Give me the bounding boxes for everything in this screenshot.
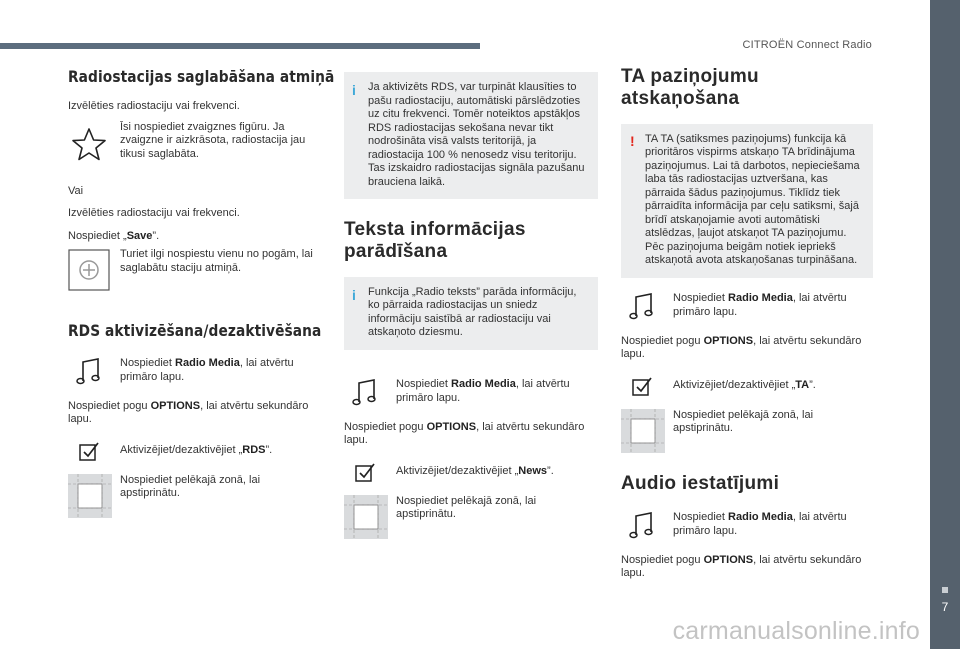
paragraph: Nospiediet pogu OPTIONS, lai atvērtu sekundāro lapu.	[344, 420, 585, 447]
sidebar-tab	[930, 0, 960, 649]
info-icon: i	[352, 82, 356, 98]
paragraph: Nospiediet pogu OPTIONS, lai atvērtu sekundāro lapu.	[621, 553, 862, 580]
save-label: Save	[126, 229, 153, 242]
grey-zone-icon	[344, 495, 386, 537]
step-add-preset	[68, 248, 323, 292]
info-box-rds	[344, 72, 598, 199]
step-text: Nospiediet pelēkajā zonā, lai apstiprinātu.	[120, 473, 261, 500]
step-text: Nospiediet Radio Media, lai atvērtu primāro lapu.	[120, 357, 294, 383]
add-preset-icon	[68, 248, 110, 292]
step-text: Īsi nospiediet zvaigznes figūru. Ja zvaigzne ir aizkrāsota, radiostacija jau tikusi saglabāta.	[120, 120, 306, 160]
music-note-icon	[621, 507, 663, 543]
step-star	[68, 121, 323, 169]
step-text: Nospiediet Radio Media, lai atvērtu primāro lapu.	[396, 378, 570, 404]
step-text: Aktivizējiet/dezaktivējiet „News”.	[396, 464, 554, 477]
section-title-rds: RDS aktivizēšana/dezaktivēšana	[68, 321, 322, 341]
step-text: Aktivizējiet/dezaktivējiet „TA”.	[673, 378, 816, 391]
step-confirm	[621, 409, 873, 451]
step-confirm	[344, 495, 598, 537]
info-box-radio-text	[344, 277, 598, 350]
paragraph: Nospiediet pogu OPTIONS, lai atvērtu sekundāro lapu.	[68, 399, 309, 426]
grey-zone-icon	[68, 474, 110, 516]
step-text: Nospiediet pelēkajā zonā, lai apstiprinātu.	[673, 408, 814, 435]
music-note-icon	[68, 353, 110, 389]
warning-box-ta	[621, 124, 873, 278]
page-number: 7	[941, 600, 949, 614]
column-1	[68, 67, 335, 516]
warning-icon: !	[630, 132, 635, 149]
header-bar	[0, 43, 480, 49]
music-note-icon	[344, 374, 386, 410]
section-title-audio: Audio iestatījumi	[621, 472, 780, 494]
step-radio-media	[621, 507, 873, 543]
checkbox-icon	[68, 433, 110, 469]
section-title-radio-text: Teksta informācijas parādīšana	[344, 219, 526, 262]
page-marker	[942, 587, 948, 593]
step-text: Nospiediet Radio Media, lai atvērtu primāro lapu.	[673, 292, 847, 318]
step-ta-toggle	[621, 368, 873, 404]
paragraph-or: Vai	[68, 184, 84, 197]
section-title-ta: TA paziņojumu atskaņošana	[621, 66, 759, 109]
info-icon: i	[352, 286, 356, 303]
info-text: Funkcija „Radio teksts” parāda informāciju, ko pārraida radiostacijas un sniedz informāciju saistībā ar radiostaciju vai atskaņoto dziesmu.	[368, 285, 577, 339]
step-text: Turiet ilgi nospiestu vienu no pogām, lai saglabātu staciju atmiņā.	[120, 248, 313, 274]
step-text: Nospiediet Radio Media, lai atvērtu primāro lapu.	[673, 511, 847, 537]
step-rds-toggle	[68, 433, 323, 469]
warning-text: TA TA (satiksmes paziņojums) funkcija kā prioritāros vispirms atskaņo TA brīdinājuma paziņojumus. Lai tā darbotos, nepieciešama laba tās radiostacijas uztveršana, kas pārraida šādus paziņojumus. Tiklīdz tiek pārraidīta informācija par ceļu satiksmi, šajā brīdī atskaņojamie avoti automātiski atslēdzas, ļaujot atskaņot TA paziņojumu. Pēc paziņojuma beigām notiek iepriekš atskaņotā avota atskaņošanas turpināšana.	[645, 132, 860, 267]
step-radio-media	[621, 288, 873, 324]
column-2	[344, 72, 598, 537]
column-3	[621, 66, 873, 581]
grey-zone-icon	[621, 409, 663, 451]
paragraph: Nospiediet „Save”.	[68, 229, 160, 242]
running-title: CITROËN Connect Radio	[742, 39, 872, 51]
step-confirm	[68, 474, 323, 516]
section-title-presets: Radiostacijas saglabāšana atmiņā	[68, 67, 335, 86]
step-text: Nospiediet pelēkajā zonā, lai apstiprinātu.	[396, 494, 537, 521]
step-radio-media	[68, 353, 323, 389]
paragraph: Izvēlēties radiostaciju vai frekvenci.	[68, 207, 240, 220]
paragraph: Izvēlēties radiostaciju vai frekvenci.	[68, 100, 240, 113]
paragraph: Nospiediet pogu OPTIONS, lai atvērtu sekundāro lapu.	[621, 334, 862, 361]
step-radio-media	[344, 374, 598, 410]
watermark: carmanualsonline.info	[672, 617, 920, 645]
checkbox-icon	[621, 368, 663, 404]
info-text: Ja aktivizēts RDS, var turpināt klausīties to pašu radiostaciju, automātiski pārslēdzoties uz citu frekvenci. Tomēr noteiktos apstākļos RDS radiostacijas sekošana nevar tikt nodrošināta visā valsts teritorijā, ja radiostacija 100 % nenosedz visu teritoriju. Tas izskaidro radiostacijas signāla pazušanu brauciena laikā.	[368, 81, 585, 188]
step-news-toggle	[344, 454, 598, 490]
checkbox-icon	[344, 454, 386, 490]
music-note-icon	[621, 288, 663, 324]
step-text: Aktivizējiet/dezaktivējiet „RDS”.	[120, 444, 273, 457]
star-icon	[68, 121, 110, 169]
